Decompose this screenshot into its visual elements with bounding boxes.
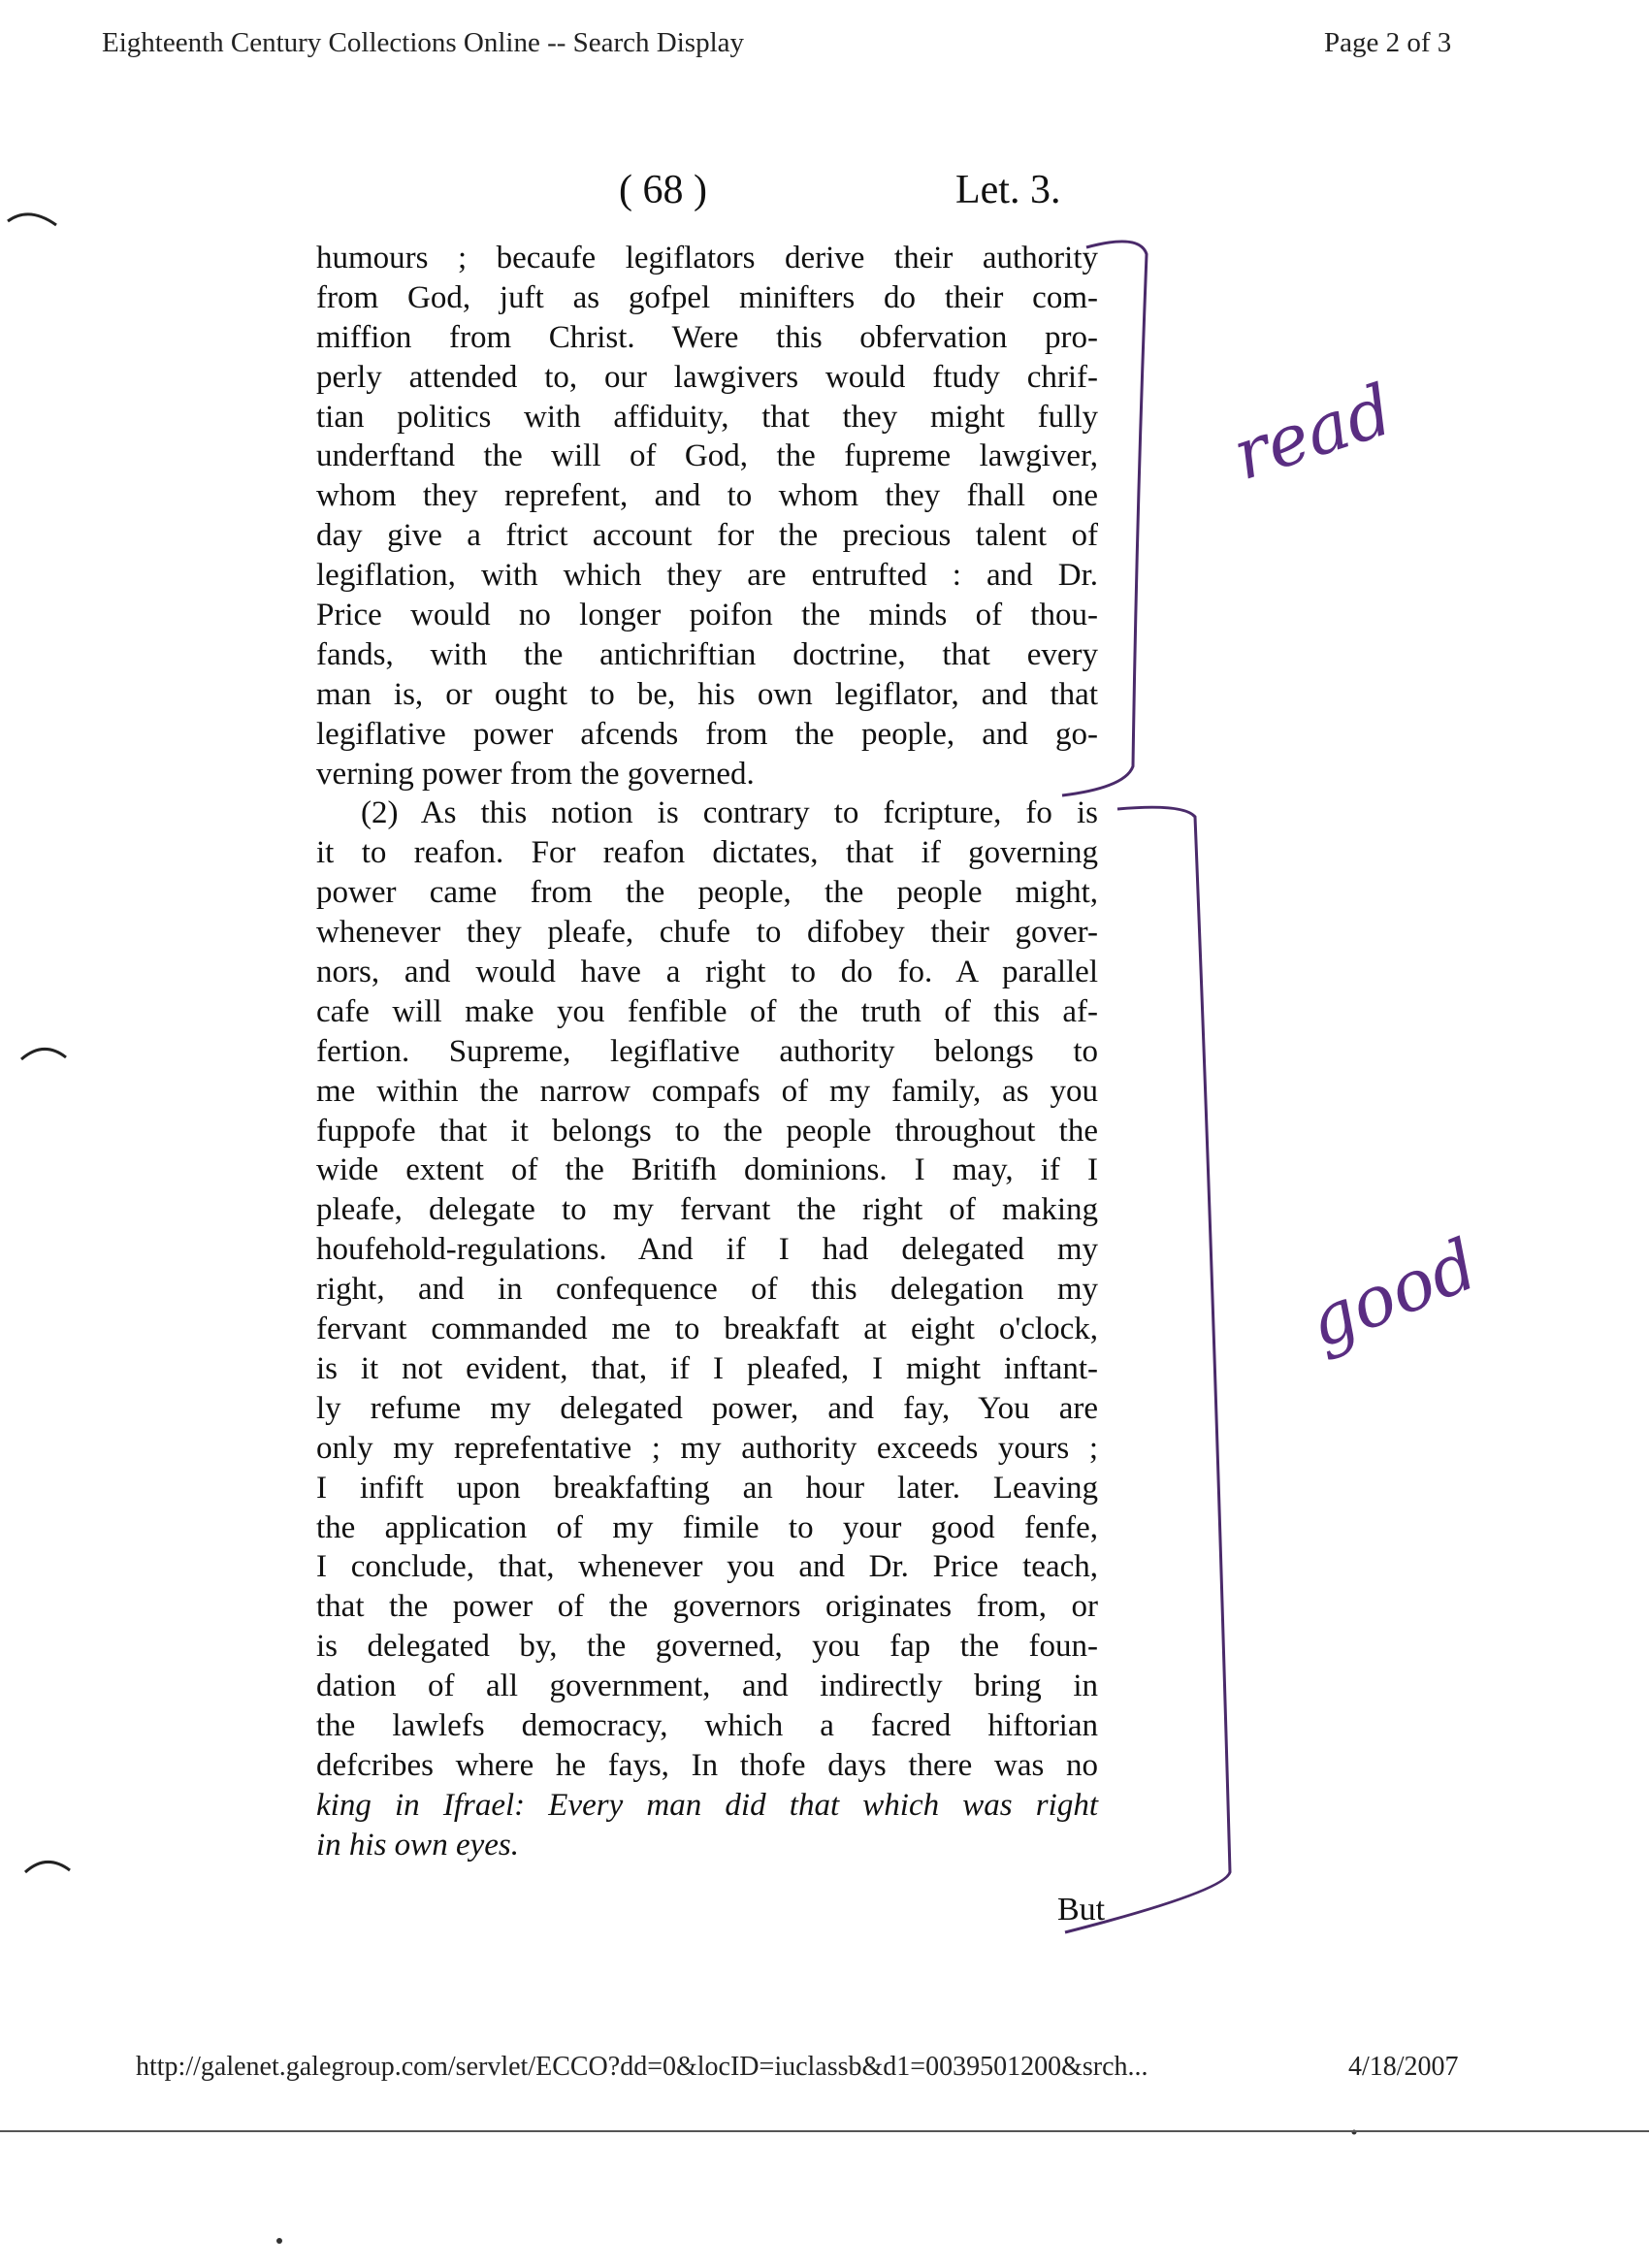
body-line: legiflative power afcends from the people, and go- xyxy=(316,716,1098,752)
body-line: perly attended to, our lawgivers would ftudy chrif- xyxy=(316,359,1098,395)
body-line: dation of all government, and indirectly bring in xyxy=(316,1669,1098,1704)
body-line: right, and in confequence of this delegation my xyxy=(316,1272,1098,1308)
body-line: whenever they pleafe, chufe to difobey their gover- xyxy=(316,915,1098,951)
binder-mark xyxy=(25,1862,70,1872)
body-line: man is, or ought to be, his own legiflator, and that xyxy=(316,676,1098,712)
body-line: that the power of the governors originates from, or xyxy=(316,1589,1098,1625)
footer-url: http://galenet.galegroup.com/servlet/ECCO?dd=0&locID=iuclassb&d1=0039501200&srch... xyxy=(136,2052,1148,2082)
body-line: in his own eyes. xyxy=(316,1827,519,1863)
handwritten-note-good: good xyxy=(1296,1222,1489,1364)
body-line: fuppofe that it belongs to the people throughout the xyxy=(316,1113,1098,1149)
body-line: is delegated by, the governed, you fap the foun- xyxy=(316,1629,1098,1665)
speck xyxy=(276,2238,282,2244)
body-line: miffion from Christ. Were this obfervation pro- xyxy=(316,319,1098,355)
body-line: nors, and would have a right to do fo. A parallel xyxy=(316,955,1098,990)
body-line: defcribes where he fays, In thofe days there was no xyxy=(316,1747,1098,1783)
body-line: me within the narrow compafs of my family, as you xyxy=(316,1073,1098,1109)
footer-divider xyxy=(0,2130,1649,2132)
catchword: But xyxy=(1057,1892,1106,1928)
body-line: fands, with the antichriftian doctrine, that every xyxy=(316,636,1098,672)
body-line: (2) As this notion is contrary to fcripture, fo is xyxy=(361,795,1098,831)
binder-mark xyxy=(8,214,56,225)
body-line: cafe will make you fenfible of the truth of this af- xyxy=(316,993,1098,1029)
running-head-page-number: ( 68 ) xyxy=(619,168,707,212)
body-line: legiflation, with which they are entrufted : and Dr. xyxy=(316,558,1098,594)
body-line: it to reafon. For reafon dictates, that if governing xyxy=(316,835,1098,871)
footer-date: 4/18/2007 xyxy=(1348,2052,1459,2082)
body-line: the application of my fimile to your good fenfe, xyxy=(316,1509,1098,1545)
body-line: king in Ifrael: Every man did that which was right xyxy=(316,1787,1098,1823)
body-line: houfehold-regulations. And if I had delegated my xyxy=(316,1232,1098,1268)
body-line: I infift upon breakfafting an hour later. Leaving xyxy=(316,1470,1098,1506)
body-line: I conclude, that, whenever you and Dr. Price teach, xyxy=(316,1549,1098,1585)
handwritten-note-read: read xyxy=(1223,368,1403,497)
body-line: verning power from the governed. xyxy=(316,756,755,792)
scanned-page-body xyxy=(316,239,1098,1865)
body-line: fervant commanded me to breakfaft at eight o'clock, xyxy=(316,1312,1098,1347)
page-indicator: Page 2 of 3 xyxy=(1324,27,1452,58)
body-line: wide extent of the Britifh dominions. I may, if I xyxy=(316,1152,1098,1188)
body-line: is it not evident, that, if I pleafed, I might inftant- xyxy=(316,1350,1098,1386)
body-line: the lawlefs democracy, which a facred hiftorian xyxy=(316,1707,1098,1743)
body-line: fertion. Supreme, legiflative authority belongs to xyxy=(316,1033,1098,1069)
binder-mark xyxy=(21,1049,66,1059)
body-line: tian politics with affiduity, that they might fully xyxy=(316,399,1098,435)
body-line: underftand the will of God, the fupreme lawgiver, xyxy=(316,438,1098,474)
body-line: ly refume my delegated power, and fay, You are xyxy=(316,1390,1098,1426)
window-title: Eighteenth Century Collections Online -- Search Display xyxy=(102,27,745,58)
body-line: Price would no longer poifon the minds of thou- xyxy=(316,598,1098,633)
body-line: day give a ftrict account for the precious talent of xyxy=(316,518,1098,554)
body-line: whom they reprefent, and to whom they fhall one xyxy=(316,478,1098,514)
body-line: pleafe, delegate to my fervant the right of making xyxy=(316,1192,1098,1228)
body-line: only my reprefentative ; my authority exceeds yours ; xyxy=(316,1430,1098,1466)
body-line: humours ; becaufe legiflators derive their authority xyxy=(316,241,1098,275)
body-line: from God, juft as gofpel minifters do their com- xyxy=(316,279,1098,315)
body-line: power came from the people, the people might, xyxy=(316,875,1098,911)
running-head-letter: Let. 3. xyxy=(955,168,1061,212)
